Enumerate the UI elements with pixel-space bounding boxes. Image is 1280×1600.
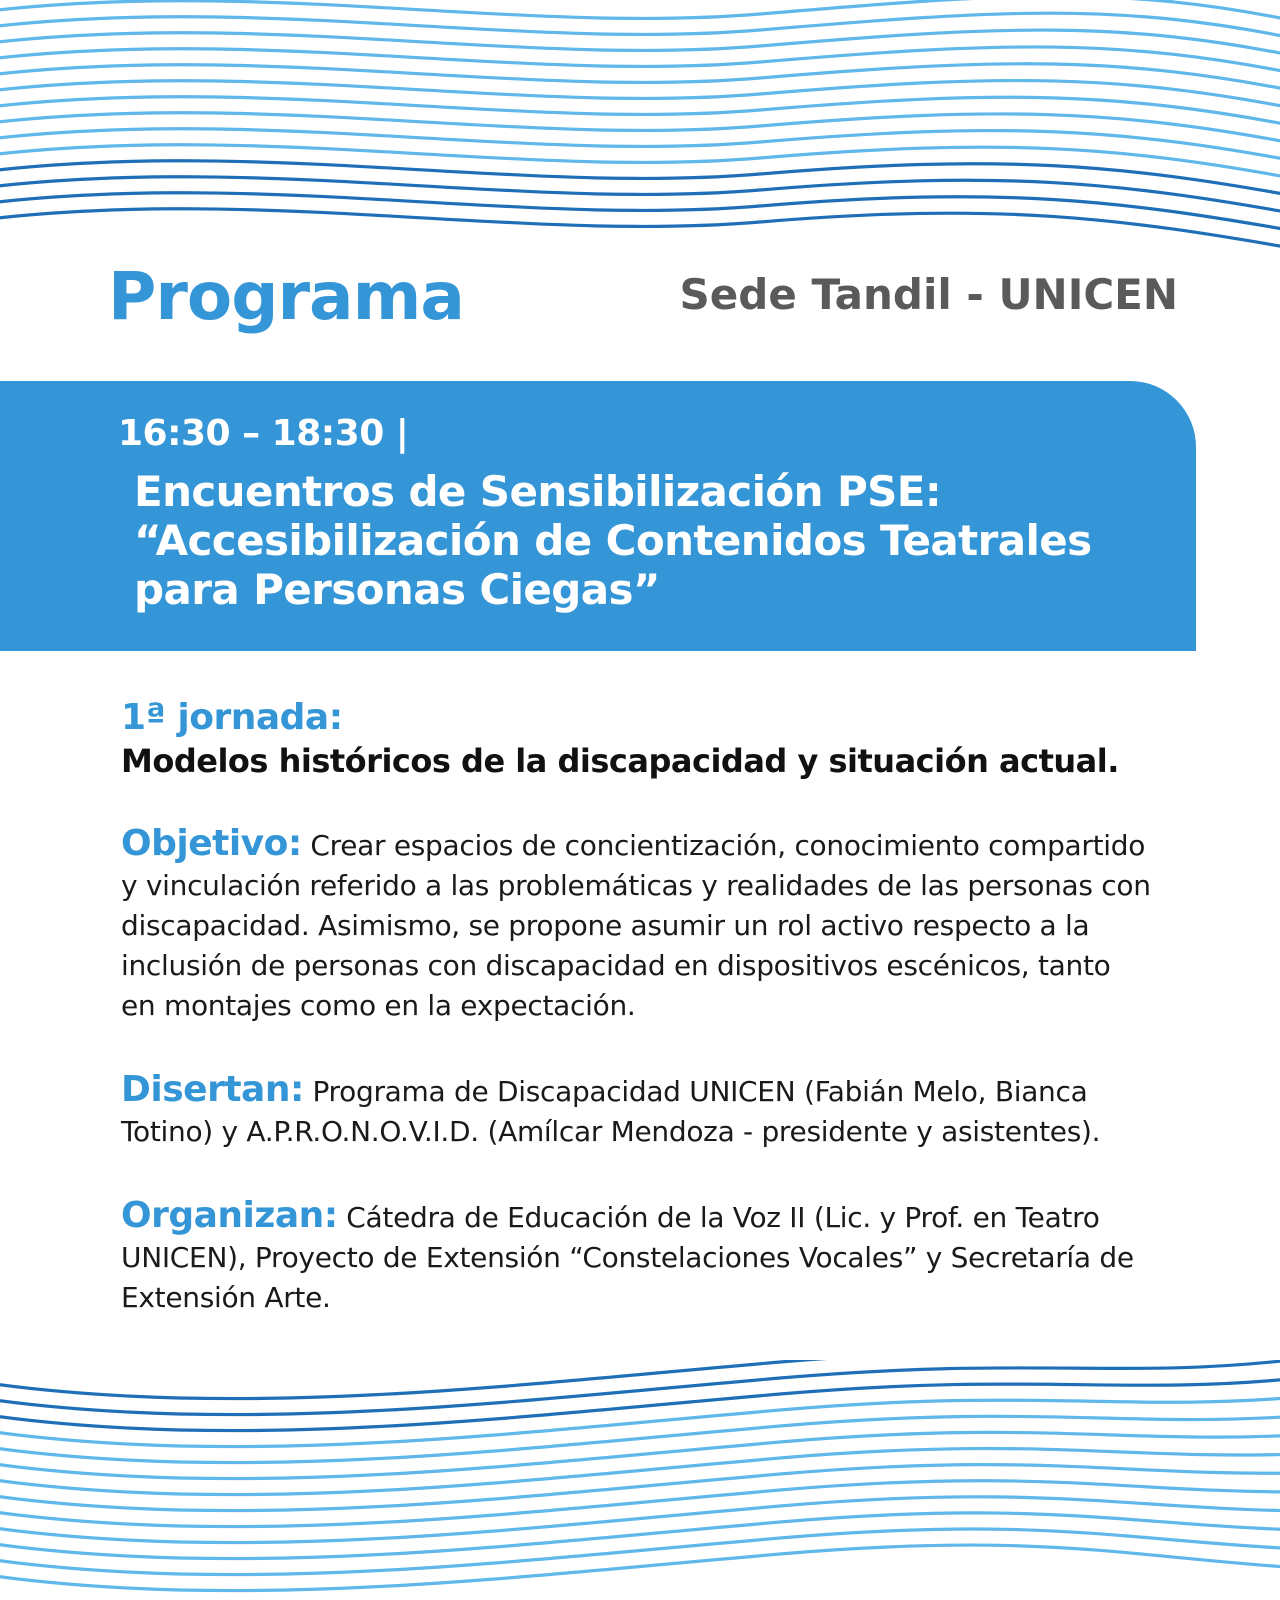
objective-section: [121, 824, 1151, 1026]
organizers-section: [121, 1196, 1151, 1318]
wave-line: [0, 81, 1280, 110]
event-header-band: [0, 381, 1196, 651]
wave-line: [0, 209, 1280, 250]
bottom-wave-decoration: [0, 1360, 1280, 1600]
session-label: 1ª jornada:: [121, 697, 343, 738]
speakers-text: Programa de Discapacidad UNICEN (Fabián Melo, Bianca Totino) y A.P.R.O.N.O.V.I.D. (Amílcar Mendoza - presidente y asistentes).: [121, 1075, 1101, 1148]
speakers-section: [121, 1070, 1151, 1152]
wave-line: [0, 0, 1280, 22]
objective-text: Crear espacios de concientización, conocimiento compartido y vinculación referido a las problemáticas y realidades de las personas con discapacidad. Asimismo, se propone asumir un rol activo respecto a la inclusión de personas con discapacidad en dispositivos escénicos, tanto en montajes como en la expectación.: [121, 829, 1151, 1022]
event-title-line: para Personas Ciegas”: [134, 565, 660, 614]
event-title-line: Encuentros de Sensibilización PSE:: [134, 467, 942, 516]
organizers-text: Cátedra de Educación de la Voz II (Lic. y Prof. en Teatro UNICEN), Proyecto de Extensión “Constelaciones Vocales” y Secretaría de Extensión Arte.: [121, 1201, 1134, 1314]
speakers-label: Disertan:: [121, 1069, 304, 1110]
venue-label: Sede Tandil - UNICEN: [679, 270, 1178, 319]
objective-label: Objetivo:: [121, 823, 302, 864]
event-title: [134, 467, 1184, 614]
event-time: 16:30 – 18:30 |: [118, 413, 409, 454]
organizers-label: Organizan:: [121, 1195, 338, 1236]
wave-line: [0, 1360, 1280, 1399]
event-title-line: “Accesibilización de Contenidos Teatrales: [134, 516, 1092, 565]
session-title: Modelos históricos de la discapacidad y situación actual.: [121, 742, 1119, 780]
page-title: Programa: [108, 258, 464, 335]
top-wave-decoration: [0, 0, 1280, 260]
program-content: [121, 696, 1151, 1318]
